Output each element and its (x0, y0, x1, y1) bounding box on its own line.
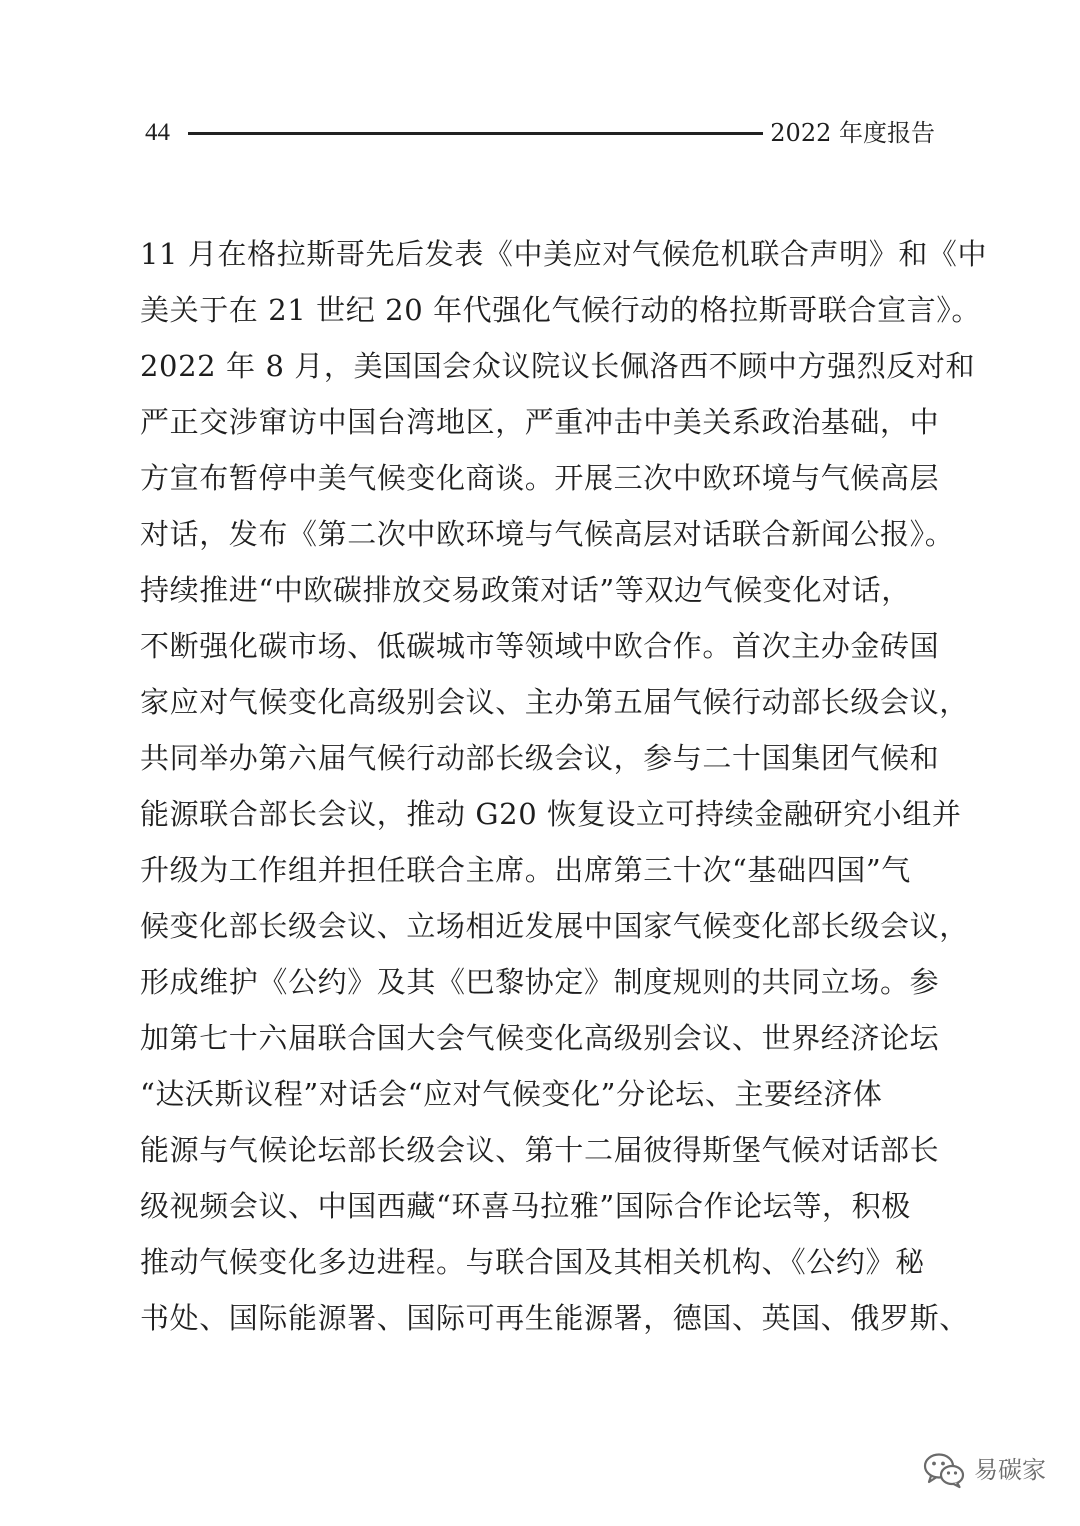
text-line: 持续推进“中欧碳排放交易政策对话”等双边气候变化对话， (140, 573, 911, 607)
text-line: 方宣布暂停中美气候变化商谈。开展三次中欧环境与气候高层 (140, 461, 940, 495)
text-line: 加第七十六届联合国大会气候变化高级别会议、世界经济论坛 (140, 1021, 940, 1055)
page-header (145, 116, 935, 150)
text-line: “达沃斯议程”对话会“应对气候变化”分论坛、主要经济体 (140, 1077, 883, 1111)
text-line: 对话，发布《第二次中欧环境与气候高层对话联合新闻公报》。 (140, 517, 955, 551)
text-line: 共同举办第六届气候行动部长级会议，参与二十国集团气候和 (140, 741, 940, 775)
report-title: 2022 年度报告 (770, 119, 935, 147)
watermark-text: 易碳家 (974, 1456, 1046, 1484)
wechat-icon (922, 1450, 966, 1490)
text-line: 候变化部长级会议、立场相近发展中国家气候变化部长级会议， (140, 909, 969, 943)
text-line: 11 月在格拉斯哥先后发表《中美应对气候危机联合声明》和《中 (140, 237, 988, 271)
watermark (922, 1446, 1046, 1494)
header-rule (188, 132, 763, 135)
text-line: 不断强化碳市场、低碳城市等领域中欧合作。首次主办金砖国 (140, 629, 940, 663)
text-line: 书处、国际能源署、国际可再生能源署，德国、英国、俄罗斯、 (140, 1301, 969, 1335)
page-number: 44 (145, 119, 170, 146)
text-line: 能源联合部长会议，推动 G20 恢复设立可持续金融研究小组并 (140, 797, 962, 831)
body-text (140, 226, 988, 1346)
text-line: 升级为工作组并担任联合主席。出席第三十次“基础四国”气 (140, 853, 911, 887)
text-line: 美关于在 21 世纪 20 年代强化气候行动的格拉斯哥联合宣言》。 (140, 293, 981, 327)
text-line: 能源与气候论坛部长级会议、第十二届彼得斯堡气候对话部长 (140, 1133, 940, 1167)
text-line: 严正交涉窜访中国台湾地区，严重冲击中美关系政治基础，中 (140, 405, 940, 439)
text-line: 2022 年 8 月，美国国会众议院议长佩洛西不顾中方强烈反对和 (140, 349, 976, 383)
text-line: 形成维护《公约》及其《巴黎协定》制度规则的共同立场。参 (140, 965, 940, 999)
text-line: 家应对气候变化高级别会议、主办第五届气候行动部长级会议， (140, 685, 969, 719)
text-line: 推动气候变化多边进程。与联合国及其相关机构、《公约》秘 (140, 1245, 925, 1279)
text-line: 级视频会议、中国西藏“环喜马拉雅”国际合作论坛等，积极 (140, 1189, 911, 1223)
